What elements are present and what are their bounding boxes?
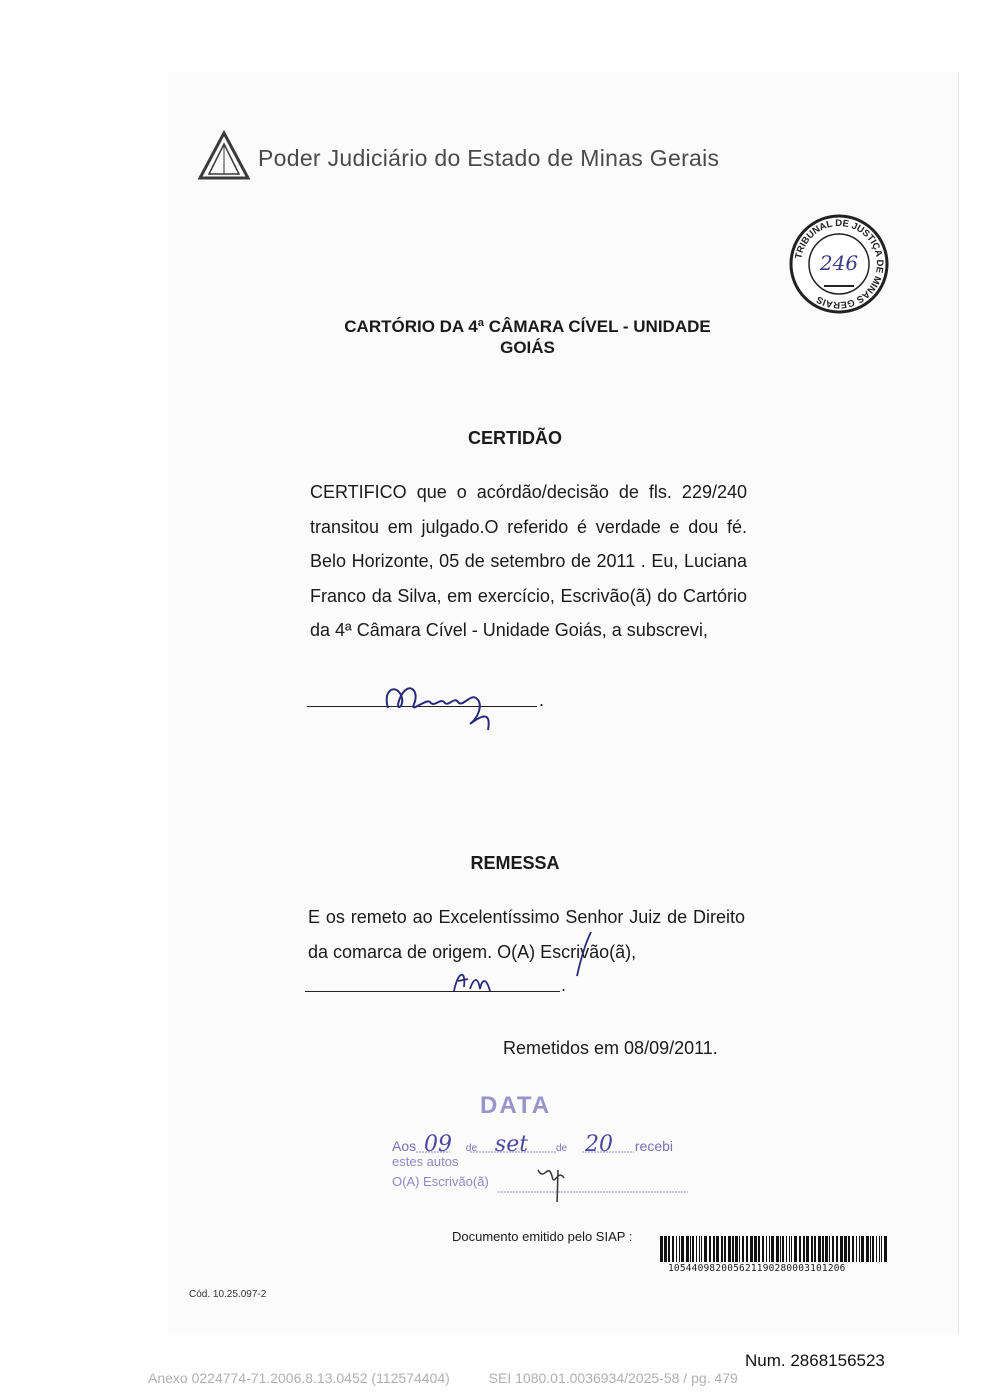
stamp-month: set (494, 1132, 529, 1157)
header-title: Poder Judiciário do Estado de Minas Gerais (258, 144, 720, 171)
cartorio-line-1: CARTÓRIO DA 4ª CÂMARA CÍVEL - UNIDADE (344, 317, 711, 336)
stamp-aos-label: Aos (392, 1138, 417, 1154)
stamp-line-2: estes autos (392, 1154, 459, 1169)
cartorio-line-2: GOIÁS (500, 338, 555, 357)
signature-line-end: . (561, 975, 567, 995)
handwritten-initials (448, 965, 498, 995)
triangle-logo-icon (198, 130, 250, 182)
form-code: Cód. 10.25.097-2 (189, 1289, 267, 1300)
page-header (198, 130, 719, 182)
remessa-title: REMESSA (470, 853, 560, 873)
stamp-de-label: de (465, 1143, 478, 1154)
barcode-number: 10544098200562119028000310120​6 (668, 1263, 846, 1274)
cartorio-heading (305, 316, 750, 358)
barcode-image (660, 1236, 888, 1262)
remetidos-date: Remetidos em 08/09/2011. (503, 1038, 718, 1058)
siap-label: Documento emitido pelo SIAP : (452, 1229, 633, 1244)
handwritten-signature (380, 668, 510, 738)
seal-page-number: 246 (819, 251, 859, 275)
signature-line (305, 991, 560, 992)
tribunal-seal-stamp (788, 213, 890, 315)
received-date-stamp (388, 1092, 708, 1202)
seal-ring-text: TRIBUNAL DE JUSTIÇA DE MINAS GERAIS (793, 217, 886, 311)
handwritten-slash-mark (573, 930, 595, 978)
stamp-day: 09 (424, 1132, 453, 1157)
stamp-line-3: O(A) Escrivão(ã) (392, 1174, 489, 1189)
stamp-year: 20 (584, 1132, 613, 1157)
certidao-title: CERTIDÃO (468, 428, 562, 448)
remessa-body: E os remeto ao Excelentíssimo Senhor Juiz de Direito da comarca de origem. O(A) Escrivão(ã), (308, 907, 745, 962)
stamp-title: DATA (480, 1092, 552, 1119)
document-number: Num. 2868156523 (745, 1351, 885, 1370)
stamp-recebi-label: recebi (634, 1138, 674, 1154)
stamp-de-label: de (555, 1143, 568, 1154)
signature-line-end: . (539, 690, 545, 710)
bleed-through-marks (300, 1040, 306, 1064)
footer-annotation: Anexo 0224774-71.2006.8.13.0452 (112574404) SEI 1080.01.0036934/2025-58 / pg. 479 (148, 1370, 738, 1386)
certidao-body: CERTIFICO que o acórdão/decisão de fls. 229/240 transitou em julgado.O referido é verdade e dou fé. Belo Horizonte, 05 de setembro de 2011 . Eu, Luciana Franco da Silva, em exercício, Escrivão(ã) do Cartório da 4ª Câmara Cível - Unidade Goiás, a subscrevi, (310, 482, 747, 640)
